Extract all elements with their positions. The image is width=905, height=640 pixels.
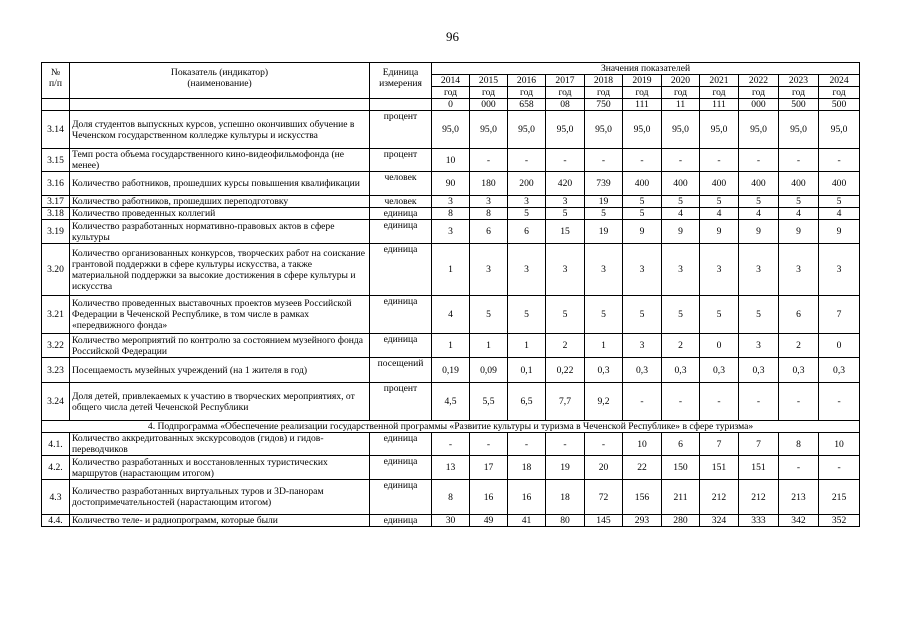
year-value: 0,3 xyxy=(779,358,819,383)
year-suffix: год xyxy=(470,87,508,99)
carry-value: 08 xyxy=(546,99,585,111)
year-value: 1 xyxy=(470,334,508,358)
year-value: 9 xyxy=(700,220,739,244)
year-value: 18 xyxy=(508,456,546,480)
year-value: 1 xyxy=(585,334,623,358)
year-value: 9 xyxy=(739,220,779,244)
header-indicator: Показатель (индикатор) (наименование) xyxy=(70,63,370,99)
year-value: 90 xyxy=(432,172,470,196)
table-row xyxy=(42,208,860,220)
year-value: 10 xyxy=(623,433,662,456)
indicator-name: Количество разработанных нормативно-правовых актов в сфере культуры xyxy=(70,220,370,244)
carry-empty xyxy=(42,99,70,111)
year-value: 0,3 xyxy=(662,358,700,383)
year-value: 5 xyxy=(508,208,546,220)
year-value: 5 xyxy=(623,296,662,334)
carry-value: 0 xyxy=(432,99,470,111)
year-value: 16 xyxy=(508,480,546,515)
year-value: 739 xyxy=(585,172,623,196)
year-value: - xyxy=(819,383,860,421)
unit-of-measure: человек xyxy=(370,172,432,196)
year-value: 3 xyxy=(623,334,662,358)
table-row xyxy=(42,220,860,244)
year-value: 10 xyxy=(432,149,470,172)
year-value: 95,0 xyxy=(623,111,662,149)
row-number: 3.17 xyxy=(42,196,70,208)
unit-of-measure: процент xyxy=(370,149,432,172)
year-value: 3 xyxy=(432,196,470,208)
row-number: 3.24 xyxy=(42,383,70,421)
indicator-name: Количество аккредитованных экскурсоводов (гидов) и гидов-переводчиков xyxy=(70,433,370,456)
unit-of-measure: единица xyxy=(370,220,432,244)
year-value: 3 xyxy=(585,244,623,296)
header-values: Значения показателей xyxy=(432,63,860,75)
year-value: 95,0 xyxy=(819,111,860,149)
year-value: 400 xyxy=(819,172,860,196)
year-value: 3 xyxy=(739,244,779,296)
year-value: 400 xyxy=(700,172,739,196)
year-value: 95,0 xyxy=(470,111,508,149)
year-value: 7 xyxy=(739,433,779,456)
year-value: 400 xyxy=(623,172,662,196)
carry-value: 658 xyxy=(508,99,546,111)
year-value: 6 xyxy=(470,220,508,244)
year-value: 0,09 xyxy=(470,358,508,383)
year-value: 5 xyxy=(662,196,700,208)
year-value: 5 xyxy=(585,296,623,334)
row-number: 3.19 xyxy=(42,220,70,244)
year-value: 5 xyxy=(470,296,508,334)
year-value: 9,2 xyxy=(585,383,623,421)
indicator-name: Количество проведенных коллегий xyxy=(70,208,370,220)
year-value: 6 xyxy=(662,433,700,456)
year-value: 17 xyxy=(470,456,508,480)
year-value: 8 xyxy=(432,208,470,220)
table-row xyxy=(42,358,860,383)
row-number: 4.3 xyxy=(42,480,70,515)
year-value: 95,0 xyxy=(739,111,779,149)
carry-value: 750 xyxy=(585,99,623,111)
unit-of-measure: единица xyxy=(370,296,432,334)
year-value: 213 xyxy=(779,480,819,515)
year-value: 0,1 xyxy=(508,358,546,383)
year-value: 212 xyxy=(739,480,779,515)
year-suffix: год xyxy=(819,87,860,99)
year-value: 8 xyxy=(432,480,470,515)
year-value: - xyxy=(508,433,546,456)
year-value: 16 xyxy=(470,480,508,515)
year-value: - xyxy=(585,433,623,456)
year-value: 280 xyxy=(662,515,700,527)
year-value: - xyxy=(700,149,739,172)
unit-of-measure: процент xyxy=(370,383,432,421)
unit-of-measure: процент xyxy=(370,111,432,149)
year-header: 2014 xyxy=(432,75,470,87)
unit-of-measure: единица xyxy=(370,244,432,296)
year-value: 342 xyxy=(779,515,819,527)
year-value: - xyxy=(508,149,546,172)
indicator-name: Количество организованных конкурсов, творческих работ на соискание грантовой поддержки в сфере культуры искусства, а также материальной поддержки за высокие достижения в сфере культуры и искусства xyxy=(70,244,370,296)
carry-value: 500 xyxy=(819,99,860,111)
year-value: 400 xyxy=(662,172,700,196)
year-header: 2018 xyxy=(585,75,623,87)
year-value: 7 xyxy=(819,296,860,334)
year-value: 0,3 xyxy=(585,358,623,383)
year-value: 9 xyxy=(819,220,860,244)
year-value: - xyxy=(585,149,623,172)
row-number: 3.23 xyxy=(42,358,70,383)
year-value: - xyxy=(739,383,779,421)
table-row xyxy=(42,515,860,527)
year-suffix: год xyxy=(779,87,819,99)
table-row xyxy=(42,456,860,480)
year-value: 3 xyxy=(662,244,700,296)
year-value: 4 xyxy=(739,208,779,220)
row-number: 4.2. xyxy=(42,456,70,480)
year-value: 6 xyxy=(779,296,819,334)
year-value: 3 xyxy=(508,244,546,296)
year-value: 5 xyxy=(739,296,779,334)
row-number: 3.21 xyxy=(42,296,70,334)
carry-value: 11 xyxy=(662,99,700,111)
year-value: 0 xyxy=(819,334,860,358)
year-suffix: год xyxy=(508,87,546,99)
year-value: 5 xyxy=(585,208,623,220)
indicator-name: Количество разработанных и восстановленных туристических маршрутов (нарастающим итогом) xyxy=(70,456,370,480)
indicator-name: Количество работников, прошедших курсы повышения квалификации xyxy=(70,172,370,196)
year-header: 2022 xyxy=(739,75,779,87)
year-suffix: год xyxy=(432,87,470,99)
indicator-name: Доля студентов выпускных курсов, успешно окончивших обучение в Чеченском государственном колледже культуры и искусства xyxy=(70,111,370,149)
year-value: 95,0 xyxy=(662,111,700,149)
year-value: - xyxy=(546,433,585,456)
year-value: 95,0 xyxy=(585,111,623,149)
year-value: 20 xyxy=(585,456,623,480)
indicators-table xyxy=(41,62,860,527)
year-value: - xyxy=(739,149,779,172)
unit-of-measure: единица xyxy=(370,515,432,527)
year-value: 95,0 xyxy=(508,111,546,149)
year-value: 7,7 xyxy=(546,383,585,421)
row-number: 4.1. xyxy=(42,433,70,456)
year-value: 80 xyxy=(546,515,585,527)
year-value: 145 xyxy=(585,515,623,527)
year-header: 2024 xyxy=(819,75,860,87)
year-value: 3 xyxy=(546,196,585,208)
year-value: 95,0 xyxy=(546,111,585,149)
unit-of-measure: единица xyxy=(370,480,432,515)
year-value: 1 xyxy=(508,334,546,358)
year-value: 19 xyxy=(546,456,585,480)
year-value: 5 xyxy=(700,196,739,208)
table-row xyxy=(42,433,860,456)
year-value: 18 xyxy=(546,480,585,515)
year-value: 0,3 xyxy=(700,358,739,383)
year-value: 5 xyxy=(546,208,585,220)
year-value: - xyxy=(779,383,819,421)
year-value: - xyxy=(623,149,662,172)
year-value: - xyxy=(700,383,739,421)
subprogram-title: 4. Подпрограмма «Обеспечение реализации государственной программы «Развитие культуры и туризма в Чеченской Республике» в сфере туризма» xyxy=(42,421,860,433)
year-header: 2015 xyxy=(470,75,508,87)
row-number: 4.4. xyxy=(42,515,70,527)
year-value: 5 xyxy=(739,196,779,208)
year-value: 1 xyxy=(432,334,470,358)
unit-of-measure: человек xyxy=(370,196,432,208)
year-value: 3 xyxy=(739,334,779,358)
carry-empty xyxy=(370,99,432,111)
year-header: 2017 xyxy=(546,75,585,87)
year-value: 400 xyxy=(739,172,779,196)
carry-value: 500 xyxy=(779,99,819,111)
table-row xyxy=(42,296,860,334)
year-value: 3 xyxy=(508,196,546,208)
year-header: 2021 xyxy=(700,75,739,87)
row-number: 3.22 xyxy=(42,334,70,358)
year-value: 4 xyxy=(700,208,739,220)
year-value: 3 xyxy=(470,244,508,296)
year-value: 333 xyxy=(739,515,779,527)
year-value: 0,3 xyxy=(623,358,662,383)
year-value: - xyxy=(662,383,700,421)
carry-value: 000 xyxy=(470,99,508,111)
row-number: 3.15 xyxy=(42,149,70,172)
year-value: 215 xyxy=(819,480,860,515)
year-header: 2023 xyxy=(779,75,819,87)
year-value: 5 xyxy=(546,296,585,334)
year-suffix: год xyxy=(546,87,585,99)
table-row xyxy=(42,244,860,296)
year-value: 352 xyxy=(819,515,860,527)
year-value: - xyxy=(470,149,508,172)
unit-of-measure: посещений xyxy=(370,358,432,383)
year-value: 13 xyxy=(432,456,470,480)
page-number: 96 xyxy=(446,29,459,44)
year-value: 6,5 xyxy=(508,383,546,421)
header-unit: Единица измерения xyxy=(370,63,432,99)
row-number: 3.14 xyxy=(42,111,70,149)
table-row xyxy=(42,196,860,208)
table-row xyxy=(42,480,860,515)
indicator-name: Темп роста объема государственного кино-видеофильмофонда (не менее) xyxy=(70,149,370,172)
year-value: 7 xyxy=(700,433,739,456)
year-value: 420 xyxy=(546,172,585,196)
indicator-name: Посещаемость музейных учреждений (на 1 жителя в год) xyxy=(70,358,370,383)
year-value: 211 xyxy=(662,480,700,515)
year-value: 324 xyxy=(700,515,739,527)
year-value: 0 xyxy=(700,334,739,358)
table-row xyxy=(42,111,860,149)
year-value: - xyxy=(662,149,700,172)
year-value: 3 xyxy=(546,244,585,296)
year-value: 5 xyxy=(779,196,819,208)
year-value: 4 xyxy=(432,296,470,334)
year-value: 3 xyxy=(819,244,860,296)
year-value: 2 xyxy=(662,334,700,358)
year-value: 2 xyxy=(779,334,819,358)
year-header: 2016 xyxy=(508,75,546,87)
carry-empty xyxy=(70,99,370,111)
year-value: 95,0 xyxy=(779,111,819,149)
carry-value: 000 xyxy=(739,99,779,111)
row-number: 3.18 xyxy=(42,208,70,220)
year-value: 72 xyxy=(585,480,623,515)
year-suffix: год xyxy=(700,87,739,99)
year-value: 5 xyxy=(700,296,739,334)
year-value: 95,0 xyxy=(700,111,739,149)
year-value: 9 xyxy=(779,220,819,244)
year-value: 5,5 xyxy=(470,383,508,421)
year-suffix: год xyxy=(623,87,662,99)
year-value: 10 xyxy=(819,433,860,456)
year-value: 212 xyxy=(700,480,739,515)
year-value: 15 xyxy=(546,220,585,244)
year-value: 5 xyxy=(623,208,662,220)
indicator-name: Доля детей, привлекаемых к участию в творческих мероприятиях, от общего числа детей Чеченской Республики xyxy=(70,383,370,421)
year-value: 3 xyxy=(700,244,739,296)
year-value: - xyxy=(432,433,470,456)
row-number: 3.20 xyxy=(42,244,70,296)
year-value: 22 xyxy=(623,456,662,480)
year-value: 3 xyxy=(623,244,662,296)
year-value: 19 xyxy=(585,196,623,208)
year-value: - xyxy=(546,149,585,172)
row-number: 3.16 xyxy=(42,172,70,196)
indicator-name: Количество мероприятий по контролю за состоянием музейного фонда Российской Федерации xyxy=(70,334,370,358)
year-suffix: год xyxy=(662,87,700,99)
carry-value: 111 xyxy=(623,99,662,111)
year-value: 4 xyxy=(819,208,860,220)
table-row xyxy=(42,334,860,358)
year-value: 49 xyxy=(470,515,508,527)
year-value: 2 xyxy=(546,334,585,358)
year-value: 8 xyxy=(470,208,508,220)
indicator-name: Количество проведенных выставочных проектов музеев Российской Федерации в Чеченской Республике, в том числе в рамках «передвижного фонда» xyxy=(70,296,370,334)
year-value: 9 xyxy=(662,220,700,244)
year-value: 4,5 xyxy=(432,383,470,421)
year-value: 41 xyxy=(508,515,546,527)
year-value: 6 xyxy=(508,220,546,244)
year-value: 0,19 xyxy=(432,358,470,383)
unit-of-measure: единица xyxy=(370,334,432,358)
unit-of-measure: единица xyxy=(370,433,432,456)
subprogram-row xyxy=(42,421,860,433)
indicator-name: Количество разработанных виртуальных туров и 3D-панорам достопримечательностей (нарастающим итогом) xyxy=(70,480,370,515)
unit-of-measure: единица xyxy=(370,456,432,480)
year-value: 200 xyxy=(508,172,546,196)
year-value: 1 xyxy=(432,244,470,296)
year-value: 3 xyxy=(779,244,819,296)
table-row xyxy=(42,172,860,196)
year-value: 9 xyxy=(623,220,662,244)
year-value: 95,0 xyxy=(432,111,470,149)
year-value: - xyxy=(819,456,860,480)
year-value: 156 xyxy=(623,480,662,515)
year-value: 0,22 xyxy=(546,358,585,383)
year-value: 400 xyxy=(779,172,819,196)
year-value: 4 xyxy=(779,208,819,220)
year-value: 5 xyxy=(508,296,546,334)
table-row xyxy=(42,149,860,172)
year-value: 5 xyxy=(819,196,860,208)
year-suffix: год xyxy=(585,87,623,99)
year-value: 19 xyxy=(585,220,623,244)
table-row xyxy=(42,383,860,421)
year-value: 151 xyxy=(739,456,779,480)
year-value: 0,3 xyxy=(739,358,779,383)
year-value: 0,3 xyxy=(819,358,860,383)
indicator-name: Количество работников, прошедших переподготовку xyxy=(70,196,370,208)
year-value: 5 xyxy=(623,196,662,208)
year-header: 2019 xyxy=(623,75,662,87)
header-num: № п/п xyxy=(42,63,70,99)
year-value: - xyxy=(470,433,508,456)
year-value: 151 xyxy=(700,456,739,480)
year-value: 4 xyxy=(662,208,700,220)
year-suffix: год xyxy=(739,87,779,99)
indicator-name: Количество теле- и радиопрограмм, которые были xyxy=(70,515,370,527)
year-value: 180 xyxy=(470,172,508,196)
year-value: - xyxy=(779,456,819,480)
year-value: 3 xyxy=(470,196,508,208)
year-value: - xyxy=(779,149,819,172)
year-value: 8 xyxy=(779,433,819,456)
carry-value: 111 xyxy=(700,99,739,111)
year-value: 30 xyxy=(432,515,470,527)
year-value: - xyxy=(623,383,662,421)
year-header: 2020 xyxy=(662,75,700,87)
year-value: - xyxy=(819,149,860,172)
year-value: 150 xyxy=(662,456,700,480)
year-value: 5 xyxy=(662,296,700,334)
year-value: 293 xyxy=(623,515,662,527)
unit-of-measure: единица xyxy=(370,208,432,220)
year-value: 3 xyxy=(432,220,470,244)
